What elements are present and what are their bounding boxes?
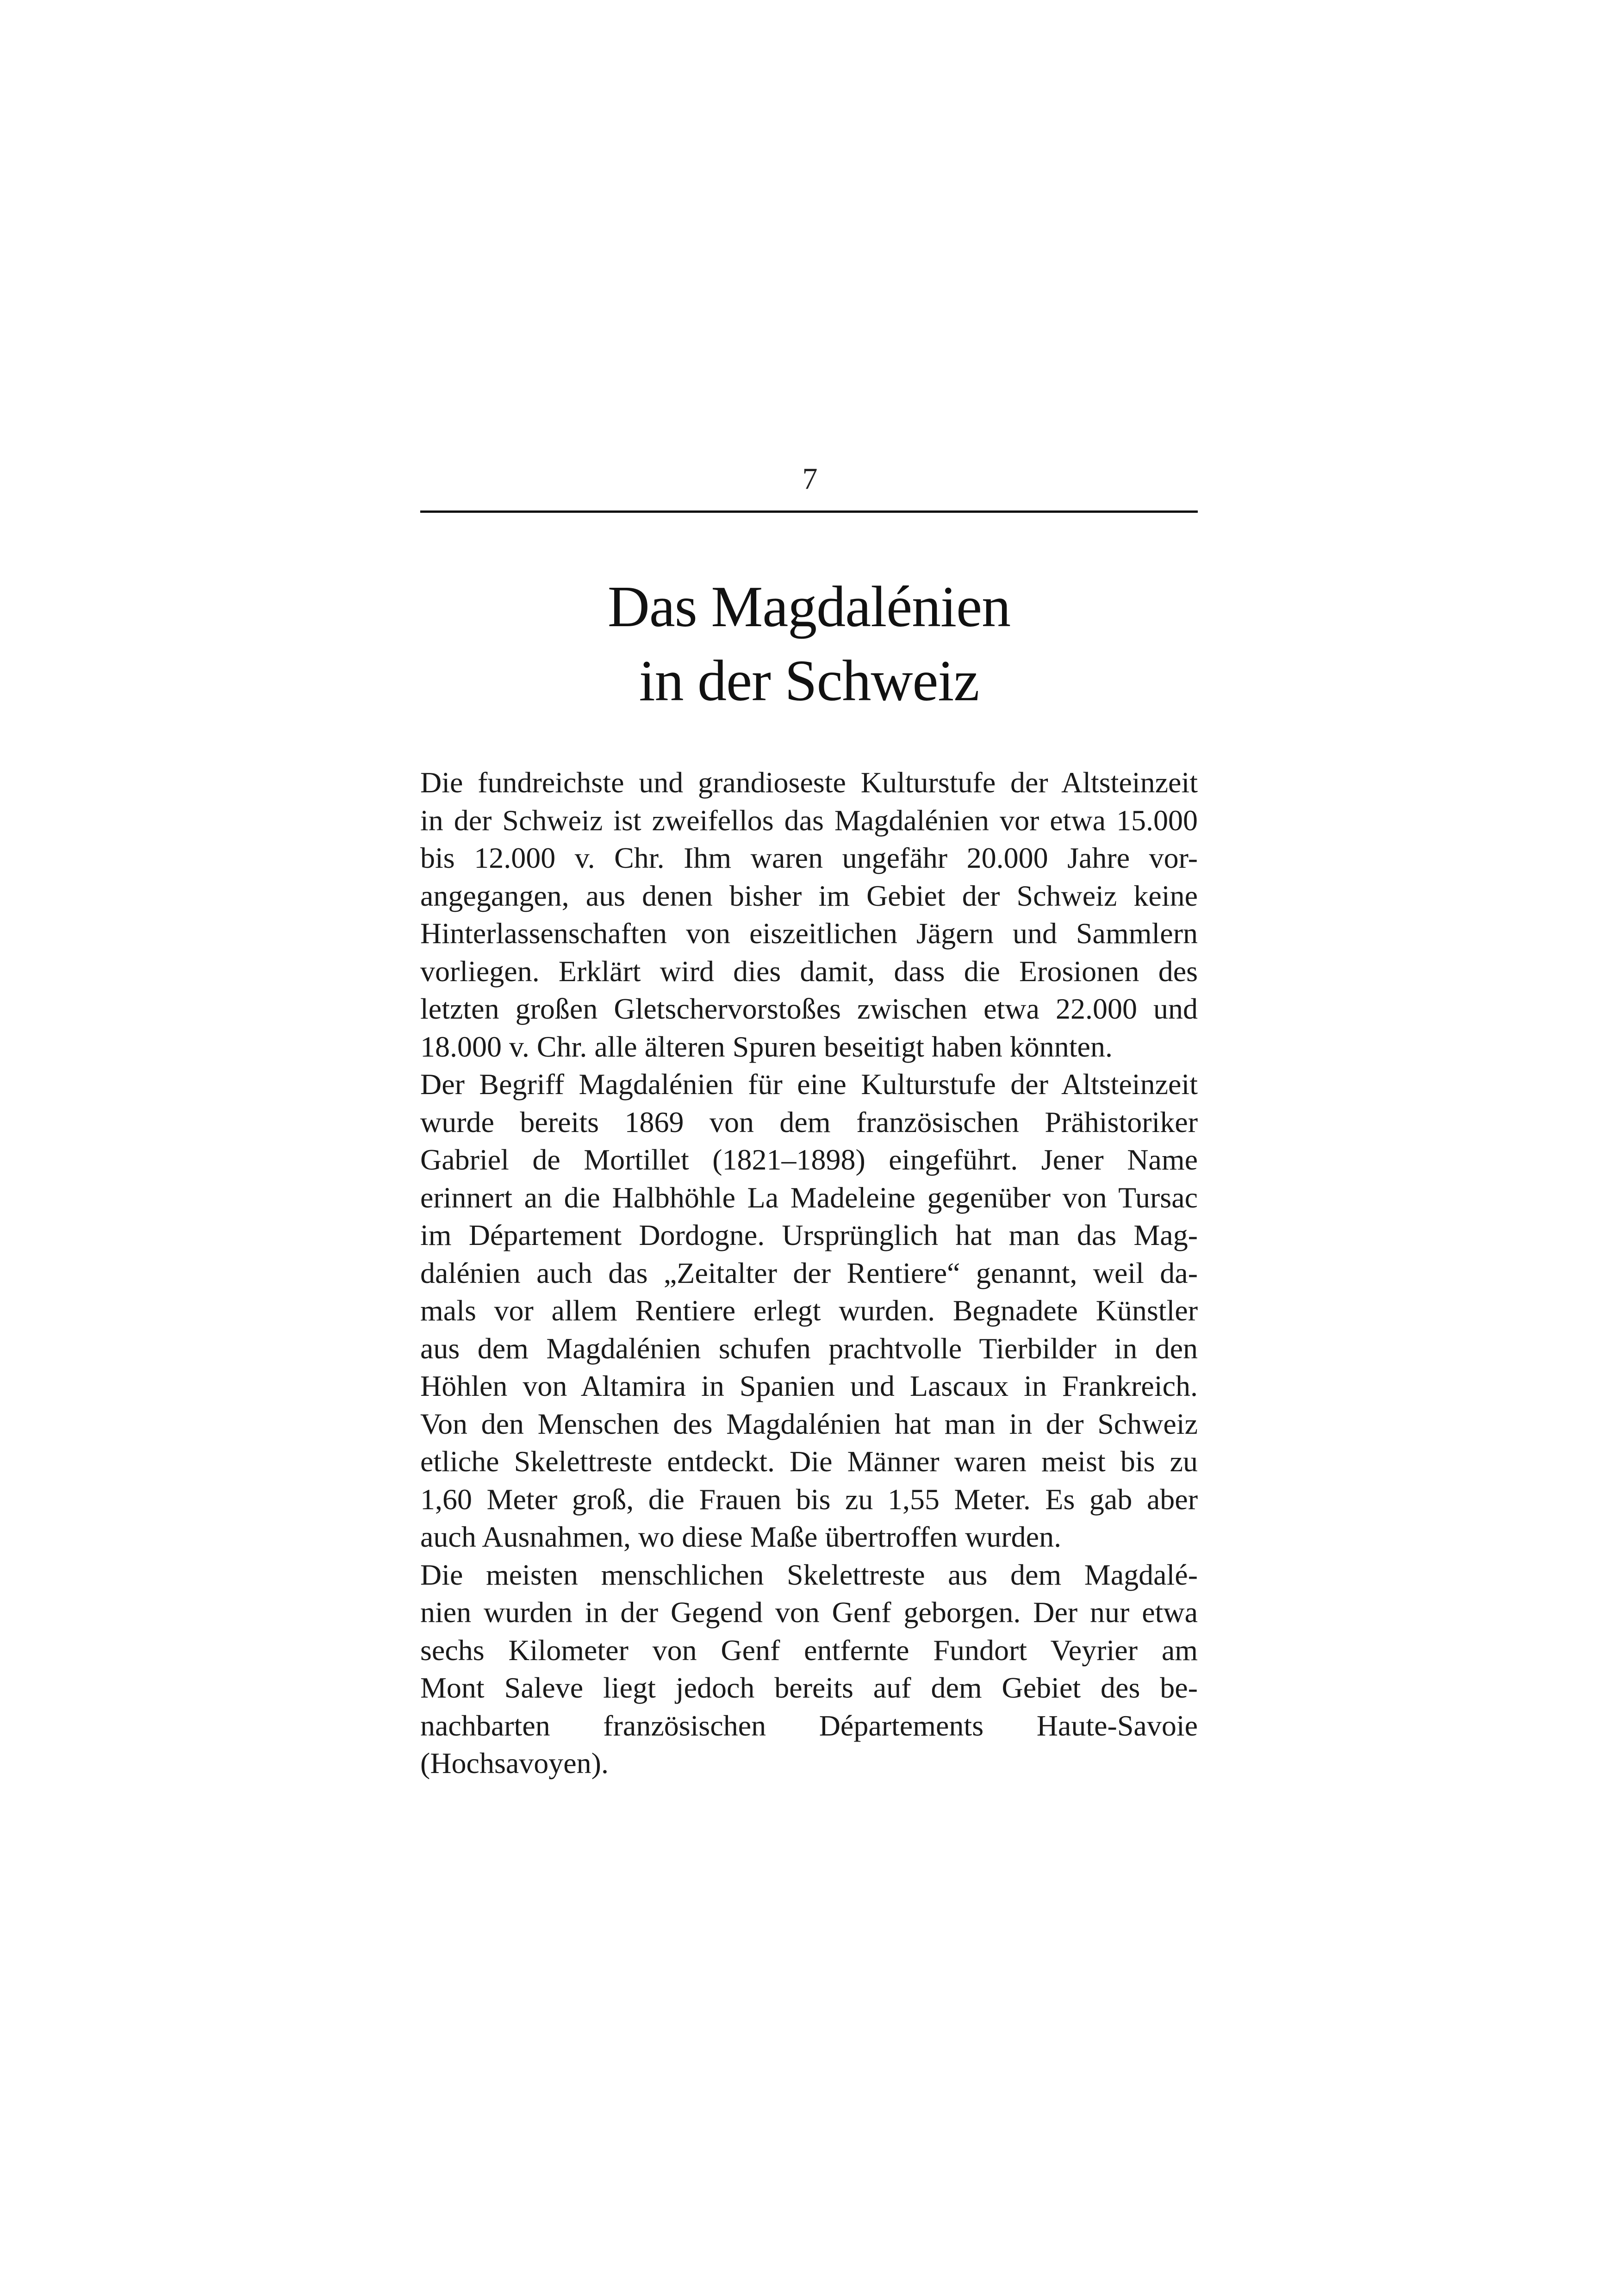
text-line: nachbarten französischen Départements Haute-Savoie xyxy=(420,1709,1198,1742)
text-line: in der Schweiz ist zweifellos das Magdalénien vor etwa 15.000 xyxy=(420,803,1198,837)
text-line: vorliegen. Erklärt wird dies damit, dass die Erosionen des xyxy=(420,954,1198,988)
text-line: Gabriel de Mortillet (1821–1898) eingeführt. Jener Name xyxy=(420,1143,1198,1176)
text-line: letzten großen Gletschervorstoßes zwischen etwa 22.000 und xyxy=(420,992,1198,1025)
text-line: (Hochsavoyen). xyxy=(420,1747,609,1780)
text-line: im Département Dordogne. Ursprünglich hat man das Mag- xyxy=(420,1219,1198,1251)
text-line: erinnert an die Halbhöhle La Madeleine gegenüber von Tursac xyxy=(420,1181,1198,1214)
chapter-title-line-2: in der Schweiz xyxy=(639,649,979,713)
text-line: 1,60 Meter groß, die Frauen bis zu 1,55 Meter. Es gab aber xyxy=(420,1482,1198,1516)
text-line: etliche Skelettreste entdeckt. Die Männer waren meist bis zu xyxy=(420,1445,1198,1478)
text-line: mals vor allem Rentiere erlegt wurden. Begnadete Künstler xyxy=(420,1294,1198,1327)
text-line: Die meisten menschlichen Skelettreste aus dem Magdalé- xyxy=(420,1558,1198,1591)
text-line: aus dem Magdalénien schufen prachtvolle Tierbilder in den xyxy=(420,1332,1198,1365)
text-line: wurde bereits 1869 von dem französischen Prähistoriker xyxy=(420,1105,1198,1139)
paragraph-3 xyxy=(420,1556,1198,1782)
text-line: nien wurden in der Gegend von Genf geborgen. Der nur etwa xyxy=(420,1596,1198,1629)
text-line: dalénien auch das „Zeitalter der Rentiere“ genannt, weil da- xyxy=(420,1256,1198,1289)
text-line: Mont Saleve liegt jedoch bereits auf dem Gebiet des be- xyxy=(420,1671,1198,1704)
text-line: Der Begriff Magdalénien für eine Kulturstufe der Altsteinzeit xyxy=(420,1068,1198,1101)
paragraph-1 xyxy=(420,764,1198,1065)
body-text xyxy=(420,764,1198,1782)
text-line: angegangen, aus denen bisher im Gebiet der Schweiz keine xyxy=(420,879,1198,912)
page-number: 7 xyxy=(802,462,818,496)
text-line: auch Ausnahmen, wo diese Maße übertroffen wurden. xyxy=(420,1520,1062,1553)
text-line: Die fundreichste und grandioseste Kulturstufe der Altsteinzeit xyxy=(420,766,1198,799)
text-line: sechs Kilometer von Genf entfernte Fundort Veyrier am xyxy=(420,1633,1198,1667)
paragraph-2 xyxy=(420,1065,1198,1556)
text-line: 18.000 v. Chr. alle älteren Spuren beseitigt haben könnten. xyxy=(420,1030,1113,1063)
header-rule xyxy=(420,510,1198,513)
text-line: Höhlen von Altamira in Spanien und Lascaux in Frankreich. xyxy=(420,1369,1198,1402)
text-line: bis 12.000 v. Chr. Ihm waren ungefähr 20.000 Jahre vor- xyxy=(420,841,1198,874)
text-line: Von den Menschen des Magdalénien hat man in der Schweiz xyxy=(420,1407,1198,1440)
chapter-title-line-1: Das Magdalénien xyxy=(607,575,1011,639)
text-line: Hinterlassenschaften von eiszeitlichen Jägern und Sammlern xyxy=(420,917,1198,950)
chapter-title xyxy=(420,570,1198,718)
